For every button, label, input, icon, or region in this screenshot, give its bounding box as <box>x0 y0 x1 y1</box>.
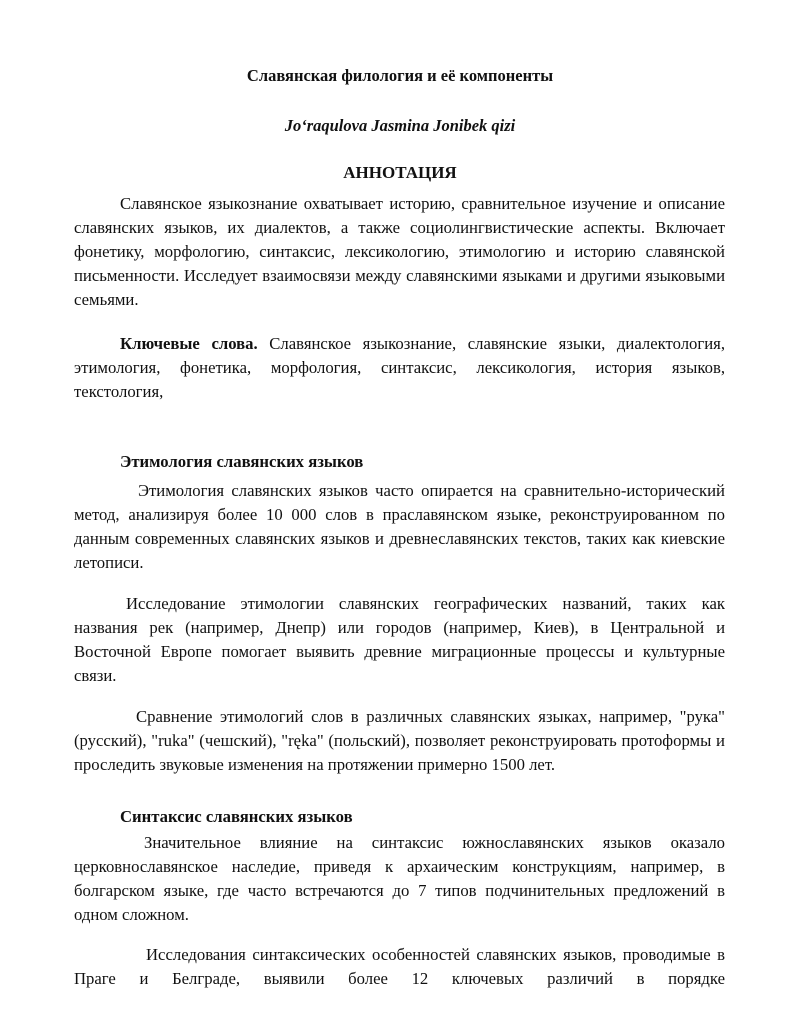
section-heading-syntax: Синтаксис славянских языков <box>120 807 353 826</box>
section-heading-etymology: Этимология славянских языков <box>120 452 364 471</box>
author-name: Jo‘raqulova Jasmina Jonibek qizi <box>284 116 516 135</box>
document-title: Славянская филология и её компоненты <box>246 66 554 85</box>
keywords-paragraph <box>74 332 725 404</box>
keywords-label: Ключевые слова. <box>120 333 258 353</box>
syntax-paragraph-1: Значительное влияние на синтаксис южнославянских языков оказало церковнославянское наследие, приведя к архаическим конструкциям, например, в болгарском языке, где часто встречаются до 7 типов подчинительных предложений в одном сложном. <box>74 832 725 924</box>
annotation-paragraph: Славянское языкознание охватывает историю, сравнительное изучение и описание славянских языков, их диалектов, а также социолингвистические аспекты. Включает фонетику, морфологию, синтаксис, лексикологию, этимологию и историю славянской письменности. Исследует взаимосвязи между славянскими языками и другими языковыми семьями. <box>74 193 725 309</box>
etymology-paragraph-3: Сравнение этимологий слов в различных славянских языках, например, "рука" (русский), "ruka" (чешский), "ręka" (польский), позволяет реконструировать протоформы и проследить звуковые изменения на протяжении примерно 1500 лет. <box>74 706 725 774</box>
syntax-paragraph-2: Исследования синтаксических особенностей славянских языков, проводимые в Праге и Белграде, выявили более 12 ключевых различий в порядке <box>74 944 725 988</box>
etymology-paragraph-1: Этимология славянских языков часто опирается на сравнительно-исторический метод, анализируя более 10 000 слов в праславянском языке, реконструированном по данным современных славянских языков и древнеславянских текстов, таких как киевские летописи. <box>74 480 725 572</box>
etymology-paragraph-2: Исследование этимологии славянских географических названий, таких как названия рек (например, Днепр) или городов (например, Киев), в Центральной и Восточной Европе помогает выявить древние миграционные процессы и культурные связи. <box>74 593 725 685</box>
annotation-heading: АННОТАЦИЯ <box>343 163 457 182</box>
keywords-text: Славянское языкознание, славянские языки, диалектология, этимология, фонетика, морфология, синтаксис, лексикология, история языков, текстология, <box>74 333 725 401</box>
